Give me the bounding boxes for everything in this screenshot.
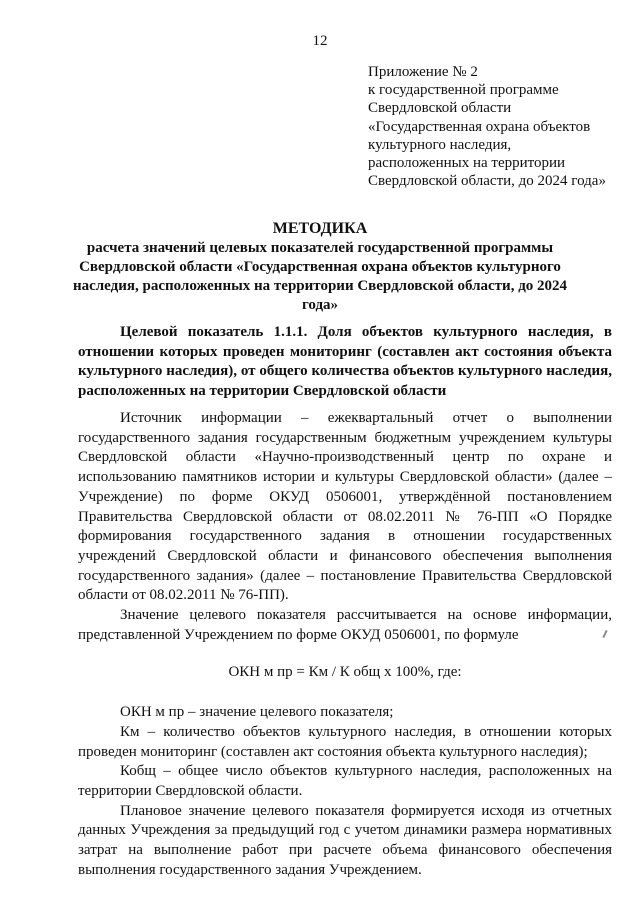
appendix-line: Свердловской области [368,100,512,117]
document-body [78,409,612,880]
definition-kobsh: Кобщ – общее число объектов культурного наследия, расположенных на территории Свердловской области. [78,763,612,799]
indicator-heading: Целевой показатель 1.1.1. Доля объектов культурного наследия, в отношении которых проведен мониторинг (составлен акт состояния объекта культурного наследия), от общего количества объектов культурного наследия, расположенных на территории Свердловской области [78,324,612,400]
paragraph-planned: Плановое значение целевого показателя формируется исходя из отчетных данных Учреждения за предыдущий год с учетом динамики размера нормативных затрат на выполнение работ при расчете объема финансового обеспечения выполнения государственного задания Учреждением. [78,802,612,878]
appendix-line: расположенных на территории [368,155,566,172]
appendix-note [368,63,630,190]
page-number: 12 [312,33,328,49]
definition-okn: ОКН м пр – значение целевого показателя; [120,704,394,721]
definition-km: Км – количество объектов культурного наследия, в отношении которых проведен мониторинг (составлен акт состояния объекта культурного наследия); [78,723,612,760]
appendix-line: Приложение № 2 [368,64,478,80]
document-title: МЕТОДИКА [272,220,368,237]
paragraph-calculation: Значение целевого показателя рассчитывается на основе информации, представленной Учреждением по форме ОКУД 0506001, по формуле [78,607,612,643]
formula: ОКН м пр = Км / К общ х 100%, где: [228,664,462,681]
document-subtitle: расчета значений целевых показателей государственной программы Свердловской области «Государственная охрана объектов культурного наследия, расположенных на территории Свердловской области, до 2024 года» [72,240,568,313]
document-title-block [60,219,580,315]
appendix-line: «Государственная охрана объектов [368,118,591,135]
appendix-line: Свердловской области, до 2024 года» [368,173,606,190]
appendix-line: к государственной программе [368,82,559,99]
appendix-line: культурного наследия, [368,136,512,153]
paragraph-source: Источник информации – ежеквартальный отчет о выполнении государственного задания государственным бюджетным учреждением культуры Свердловской области «Научно-производственный центр по охране и использованию памятников истории и культуры Свердловской области» (далее – Учреждение) по форме ОКУД 0506001, утверждённой постановлением Правительства Свердловской области от 08.02.2011 № 76-ПП «О Порядке формирования государственного задания в отношении государственных учреждений Свердловской области и финансового обеспечения выполнения государственного задания» (далее – постановление Правительства Свердловской области от 08.02.2011 № 76-ПП). [78,410,612,604]
